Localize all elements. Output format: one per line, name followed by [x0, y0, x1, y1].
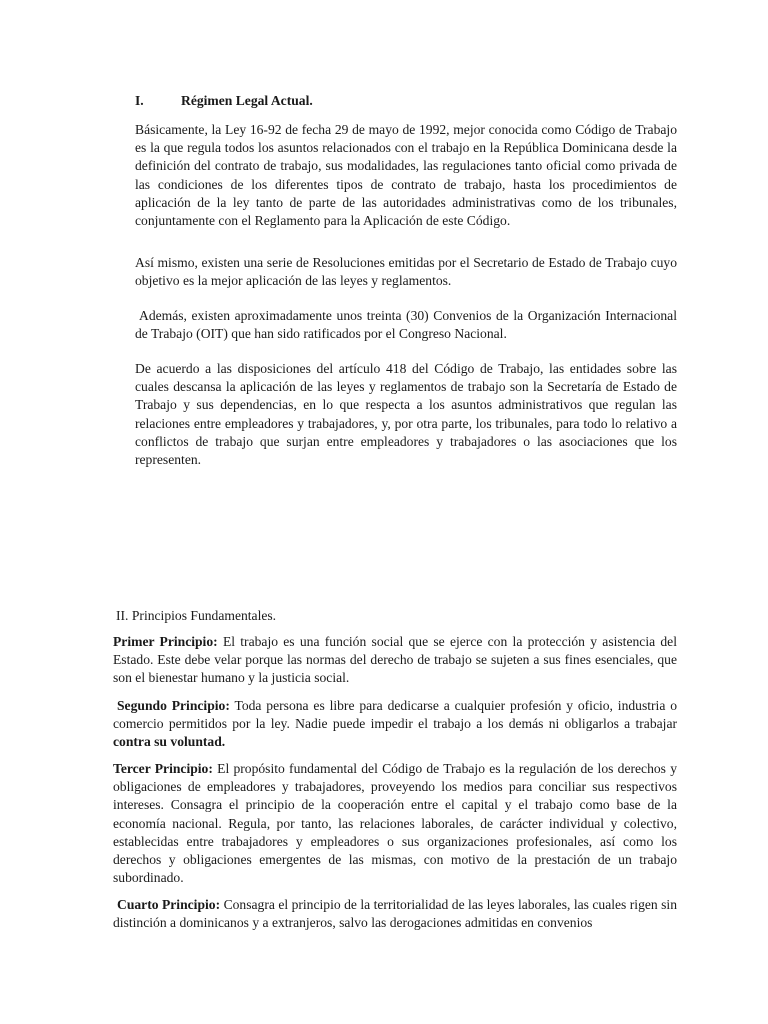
principle-2-text: Toda persona es libre para dedicarse a cualquier profesión y oficio, industria o comercio permitidos por la ley. Nadie puede impedir el trabajo a los demás ni obligarlos a trabajar [113, 698, 678, 732]
principle-2-bold-tail: contra su voluntad. [113, 734, 226, 750]
paragraph-articulo-418: De acuerdo a las disposiciones del artículo 418 del Código de Trabajo, las entidades sobre las cuales descansa la aplicación de las leyes y reglamentos de trabajo son la Secretaría de Estado de Trabajo y sus dependencias, en lo que respecta a los asuntos administrativos que regulan las relaciones entre empleadores y trabajadores, y, por otra parte, los tribunales, para todo lo relativo a conflictos de trabajo que surjan entre empleadores y trabajadores o las asociaciones que los representen. [135, 361, 677, 468]
principle-3-text: El propósito fundamental del Código de Trabajo es la regulación de los derechos y obligaciones de empleadores y trabajadores, proveyendo los medios para conciliar sus respectivos intereses. Consagra el principio de la cooperación entre el capital y el trabajo como base de la economía nacional. Regula, por tanto, las relaciones laborales, de carácter individual y colectivo, establecidas entre trabajadores y empleadores o sus organizaciones profesionales, así como los derechos y obligaciones emergentes de las mismas, con motivo de la prestación de un trabajo subordinado. [113, 761, 677, 886]
section-1-heading [135, 92, 313, 110]
section-1-title: Régimen Legal Actual. [181, 93, 313, 108]
principle-2-title: Segundo Principio: [117, 698, 230, 713]
principle-1-text: El trabajo es una función social que se ejerce con la protección y asistencia del Estado. Este debe velar porque las normas del derecho de trabajo se sujeten a sus fines esenciales, que son el bienestar humano y la justicia social. [113, 634, 677, 686]
principle-4-text: Consagra el principio de la territorialidad de las leyes laborales, las cuales rigen sin distinción a dominicanos y a extranjeros, salvo las derogaciones admitidas en convenios [113, 897, 678, 931]
principle-1-title: Primer Principio: [113, 634, 218, 649]
principle-4-title: Cuarto Principio: [117, 897, 221, 912]
paragraph-convenios-oit: Además, existen aproximadamente unos treinta (30) Convenios de la Organización Internacional de Trabajo (OIT) que han sido ratificados por el Congreso Nacional. [135, 308, 677, 342]
principle-1-paragraph [113, 633, 677, 688]
section-1-number: I. [135, 93, 144, 108]
section-2-heading: II. Principios Fundamentales. [116, 608, 277, 623]
paragraph-resoluciones: Así mismo, existen una serie de Resoluciones emitidas por el Secretario de Estado de Trabajo cuyo objetivo es la mejor aplicación de las leyes y reglamentos. [135, 255, 677, 289]
principle-2-paragraph [113, 697, 677, 752]
principle-3-paragraph [113, 760, 677, 887]
paragraph-ley-16-92: Básicamente, la Ley 16-92 de fecha 29 de mayo de 1992, mejor conocida como Código de Trabajo es la que regula todos los asuntos relacionados con el trabajo en la República Dominicana desde la definición del contrato de trabajo, sus modalidades, las regulaciones tanto oficial como privada de las condiciones de los diferentes tipos de contrato de trabajo, hasta los procedimientos de aplicación de la ley tanto de parte de las autoridades administrativas como de los tribunales, conjuntamente con el Reglamento para la Aplicación de este Código. [135, 122, 677, 229]
principle-3-title: Tercer Principio: [113, 761, 213, 776]
principle-4-paragraph [113, 896, 677, 932]
